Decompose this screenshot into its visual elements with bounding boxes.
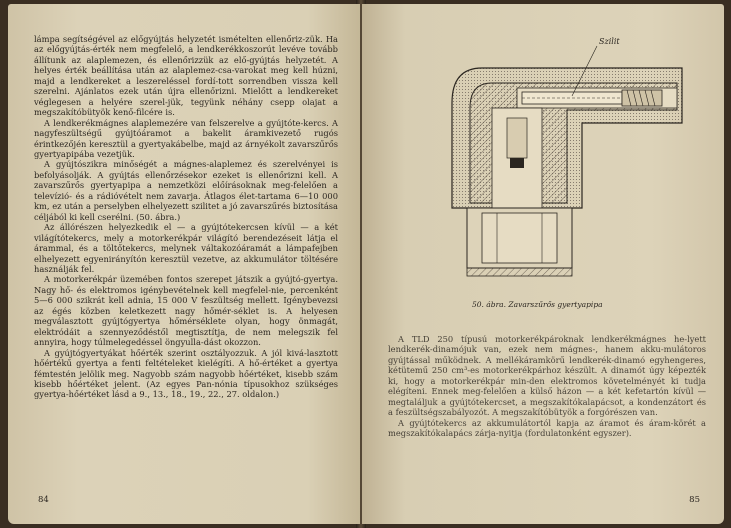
paragraph: A gyújtótekercs az akkumulátortól kapja az áramot és áram-körét a megszakítókalapács zárja-nyitja (fordulatonként egyszer). (388, 417, 706, 439)
left-page-text (34, 34, 338, 400)
connector-screw (622, 90, 662, 106)
page-number-left: 84 (38, 495, 49, 505)
paragraph: A lendkerékmágnes alaplemezére van felszerelve a gyújtóte-kercs. A nagyfeszültségű gyújtóáramot a bakelit áramkivezető rugós érintkezőjén keresztül a gyertyakábelbe, majd az árnyékolt zavarszűrős gyertyapipába vezetjük. (34, 117, 338, 159)
paragraph: A TLD 250 típusú motorkerékpároknak lendkerékmágnes he-lyett lendkerék-dinamójuk van, ezek nem mágnes-, hanem akku-mulátoros gyújtással működnek. A mellékáramkörű lendkerék-dinamó egyhengeres, kétütemű 250 cm³-es motorkerékpárhoz készült. A dinamót úgy képezték ki, hogy a motorkerékpár min-den elektromos követelményét ki tudja elégíteni. Ennek meg-felelően a külső házon — a két kefetartón kívül — megtaláljuk a gyújtótekercset, a megszakítókalapácsot, a kondenzátort és a feszültségszabályozót. A megszakítóbütyök a forgórészen van. (388, 334, 706, 418)
right-page (362, 4, 724, 524)
spark-plug-cap-figure (422, 28, 692, 298)
terminal-spring (507, 118, 527, 158)
paragraph: A motorkerékpár üzemében fontos szerepet játszik a gyújtó-gyertya. Nagy hő- és elektromos igénybevételnek kell megfelel-nie, percenként 5—6 000 szikrát kell adnia, 15 000 V feszültség mellett. Igénybevezsi az égés közben keletkezett nagy hőmér-séklet is. A helyesen megválasztott gyújtógyertya hőmérséklete olyan, hogy önmagát, elektródáit a szennyeződéstől megtisztítja, de nem melegszik fel annyira, hogy túlmelegedéssel öngyulla-dást okozzon. (34, 274, 338, 348)
page-number-right: 85 (689, 495, 700, 505)
right-page-text (388, 334, 706, 439)
paragraph: Az állórészen helyezkedik el — a gyújtótekercsen kívül — a két világítótekercs, mely a motorkerékpár világító berendezéseit látja el árammal, és a töltőtekercs, melynek váltakozóáramát a lámpafejben elhelyezett egyenirányítón keresztül vezetve, az akkumulátor töltésére használják fel. (34, 222, 338, 274)
figure-label-szilit: Szilit (599, 37, 620, 46)
paragraph: lámpa segítségével az előgyújtás helyzetét ismételten ellenőriz-zük. Ha az előgyújtás-érték nem megfelelő, a lendkerékkoszorút levéve tovább állítunk az alaplemezen, és ellenőrizzük az elő-gyújtás helyzetét. A helyes érték beállítása után az alaplemez-csa-varokat meg kell húzni, majd a lendkereket a leszereléssel fordí-tott sorrendben vissza kell szerelni. Ajánlatos ezek után újra ellenőrizni. Mielőtt a lendkereket véglegesen a helyére szerel-jük, tegyünk néhány csepp olajat a megszakítóbütyök kenő-filcére is. (34, 34, 338, 118)
spring-contact (510, 158, 524, 168)
figure-caption: 50. ábra. Zavarszűrős gyertyapipa (472, 300, 603, 309)
left-page (8, 4, 360, 524)
paragraph: A gyújtógyertyákat hőérték szerint osztályozzuk. A jól kivá-lasztott hőértékű gyertya a fenti feltételeket kielégíti. A hő-értéket a gyertya fémtestén jelölik meg. Nagyobb szám nagyobb hőértéket, kisebb szám kisebb hőértéket jelent. (Az egyes Pan-nónia típusokhoz szükséges gyertya-hőértéket lásd a 9., 13., 18., 19., 22., 27. oldalon.) (34, 347, 338, 400)
paragraph: A gyújtószikra minőségét a mágnes-alaplemez és szerelvényei is befolyásolják. A gyújtás ellenőrzésekor ezeket is ellenőrizni kell. A zavarszűrős gyertyapipa a nemzetközi előírásoknak meg-felelően a televízió- és a rádióvételt nem zavarja. Átlagos élet-tartama 6—10 000 km, ez után a perselyben elhelyezett szilitet a jó zavarszűrés biztosítása céljából ki kell cserélni. (50. ábra.) (34, 159, 338, 222)
